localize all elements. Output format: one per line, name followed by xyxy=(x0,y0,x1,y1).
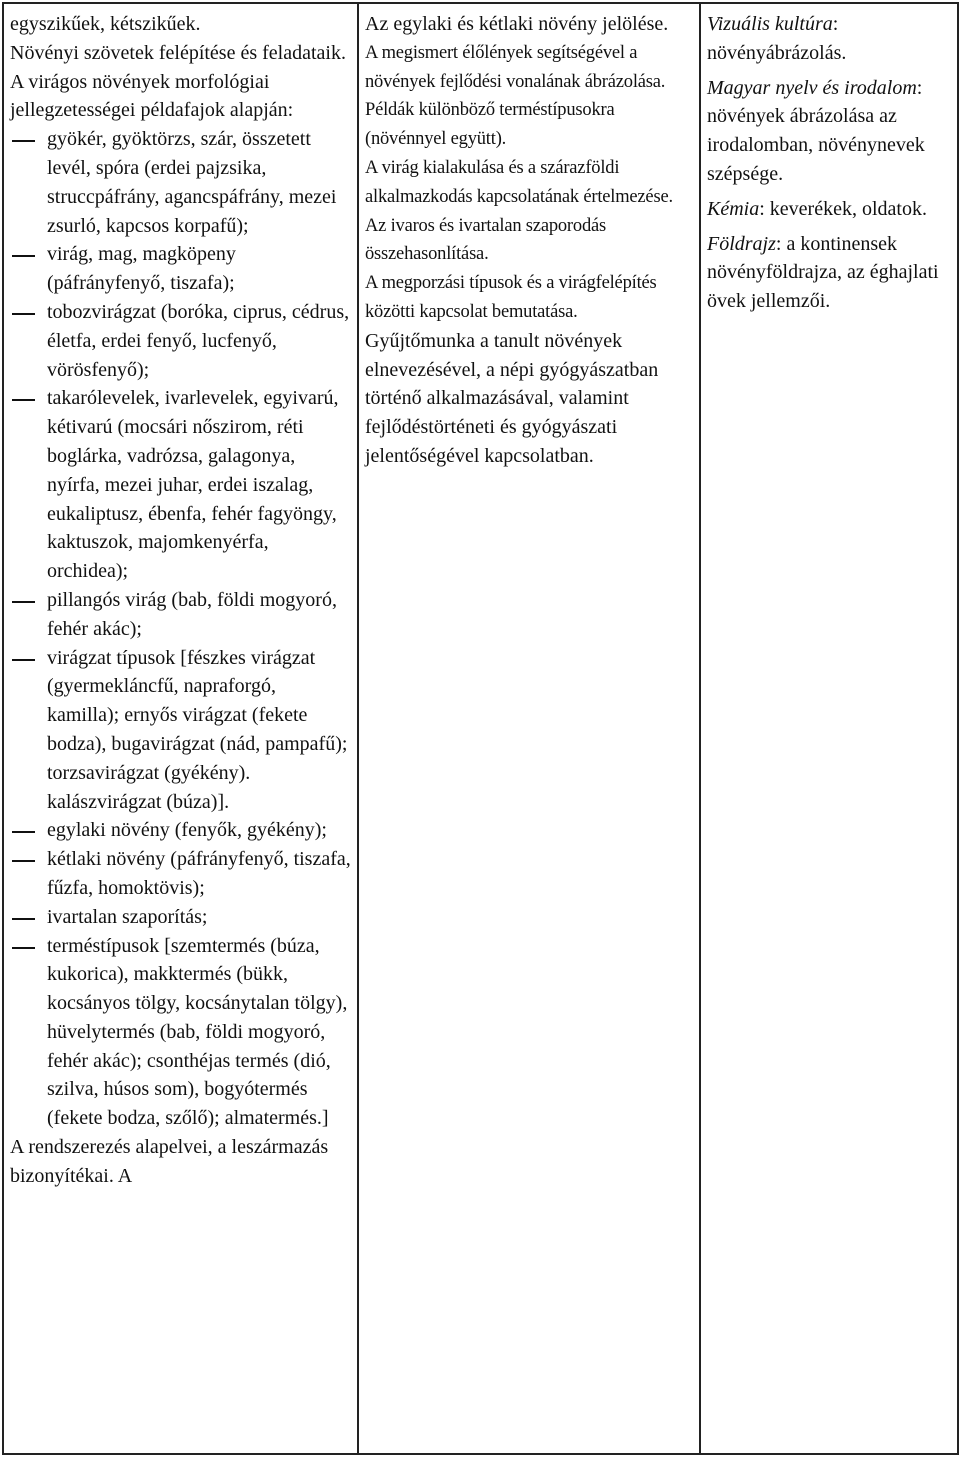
list-item xyxy=(10,125,351,240)
list-item xyxy=(10,586,351,644)
list-item-text: virágzat típusok [fészkes virágzat (gyermekláncfű, napraforgó, kamilla); ernyős virágzat (fekete bodza), bugavirágzat (nád, pampafű); torzsavirágzat (gyékény). kalászvirágzat (búza)]. xyxy=(47,646,348,813)
dash-bullet-icon xyxy=(12,601,35,603)
list-item xyxy=(10,845,351,903)
subject-connection xyxy=(707,10,951,68)
subject-name: Vizuális kultúra xyxy=(707,13,833,35)
subject-separator: : xyxy=(916,76,923,99)
subject-text: keverékek, oldatok. xyxy=(764,197,927,220)
list-item-text: pillangós virág (bab, földi mogyoró, fehér akác); xyxy=(47,588,337,640)
subject-separator: : xyxy=(775,232,782,255)
subject-separator: : xyxy=(759,197,765,220)
list-item xyxy=(10,298,351,384)
subject-name: Földrajz xyxy=(707,232,776,255)
list-item xyxy=(10,644,351,817)
subject-text: növények ábrázolása az irodalomban, növénynevek szépsége. xyxy=(707,105,925,185)
morphology-list xyxy=(10,125,351,1133)
intro-line: egyszikűek, kétszikűek. xyxy=(10,13,201,35)
list-item-text: kétlaki növény (páfrányfenyő, tiszafa, fűzfa, homoktövis); xyxy=(47,848,351,899)
list-item xyxy=(10,384,351,586)
subject-connection xyxy=(707,230,951,316)
connections-column xyxy=(700,3,958,1454)
dash-bullet-icon xyxy=(12,947,35,949)
activity-paragraph: A megporzási típusok és a virágfelépítés közötti kapcsolat bemutatása. xyxy=(365,273,657,322)
subject-name: Kémia xyxy=(707,197,760,220)
curriculum-table xyxy=(2,2,959,1455)
dash-bullet-icon xyxy=(12,140,35,142)
list-item xyxy=(10,816,351,845)
activity-paragraph: A megismert élőlények segítségével a növények fejlődési vonalának ábrázolása. xyxy=(365,42,666,92)
list-item-text: gyökér, gyöktörzs, szár, összetett levél, spóra (erdei pajzsika, struccpáfrány, agancspáfrány, mezei zsurló, kapcsos korpafű); xyxy=(47,128,337,237)
list-item-text: virág, mag, magköpeny (páfrányfenyő, tiszafa); xyxy=(47,243,236,295)
intro-line: A virágos növények morfológiai jellegzetességei példafajok alapján: xyxy=(10,70,294,122)
dash-bullet-icon xyxy=(12,659,35,661)
outro-line: A rendszerezés alapelvei, a leszármazás bizonyítékai. A xyxy=(10,1136,329,1187)
intro-line: Növényi szövetek felépítése és feladataik. xyxy=(10,41,346,64)
subject-connection xyxy=(707,74,951,189)
list-item-text: ivartalan szaporítás; xyxy=(47,905,208,928)
list-item xyxy=(10,932,351,1134)
subject-connection xyxy=(707,195,951,224)
activity-paragraph: A virág kialakulása és a szárazföldi alkalmazkodás kapcsolatának értelmezése. xyxy=(365,157,673,207)
content-column xyxy=(3,3,358,1454)
dash-bullet-icon xyxy=(12,255,35,257)
activities-column xyxy=(358,3,700,1454)
subject-separator: : xyxy=(832,13,839,35)
dash-bullet-icon xyxy=(12,831,35,833)
dash-bullet-icon xyxy=(12,399,35,401)
list-item-text: takarólevelek, ivarlevelek, egyivarú, kétivarú (mocsári nőszirom, réti boglárka, vadrózsa, galagonya, nyírfa, mezei juhar, erdei iszalag, eukaliptusz, ébenfa, fehér fagyöngy, kaktuszok, majomkenyérfa, orchidea); xyxy=(47,387,339,583)
activity-paragraph: Az egylaki és kétlaki növény jelölése. xyxy=(365,13,669,35)
activity-paragraph: Gyűjtőmunka a tanult növények elnevezésével, a népi gyógyászatban történő alkalmazásával, valamint fejlődéstörténeti és gyógyászati jelentőségével kapcsolatban. xyxy=(365,329,659,467)
subject-name: Magyar nyelv és irodalom xyxy=(707,76,917,99)
subject-text: növényábrázolás. xyxy=(707,41,847,64)
list-item-text: egylaki növény (fenyők, gyékény); xyxy=(47,819,327,842)
subject-text: a kontinensek növényföldrajza, az éghajlati övek jellemzői. xyxy=(707,232,939,313)
activity-paragraph: Példák különböző terméstípusokra (növénnyel együtt). xyxy=(365,100,615,150)
list-item-text: terméstípusok [szemtermés (búza, kukorica), makktermés (bükk, kocsányos tölgy, kocsánytalan tölgy), hüvelytermés (bab, földi mogyoró, fehér akác); csonthéjas termés (dió, szilva, húsos som), bogyótermés (fekete bodza, szőlő); almatermés.] xyxy=(47,934,348,1130)
table-row xyxy=(3,3,958,1454)
list-item-text: tobozvirágzat (boróka, ciprus, cédrus, életfa, erdei fenyő, lucfenyő, vörösfenyő); xyxy=(47,300,350,381)
list-item xyxy=(10,903,351,932)
dash-bullet-icon xyxy=(12,860,35,862)
dash-bullet-icon xyxy=(12,313,35,315)
list-item xyxy=(10,240,351,298)
activity-paragraph: Az ivaros és ivartalan szaporodás összehasonlítása. xyxy=(365,215,607,265)
dash-bullet-icon xyxy=(12,918,35,920)
